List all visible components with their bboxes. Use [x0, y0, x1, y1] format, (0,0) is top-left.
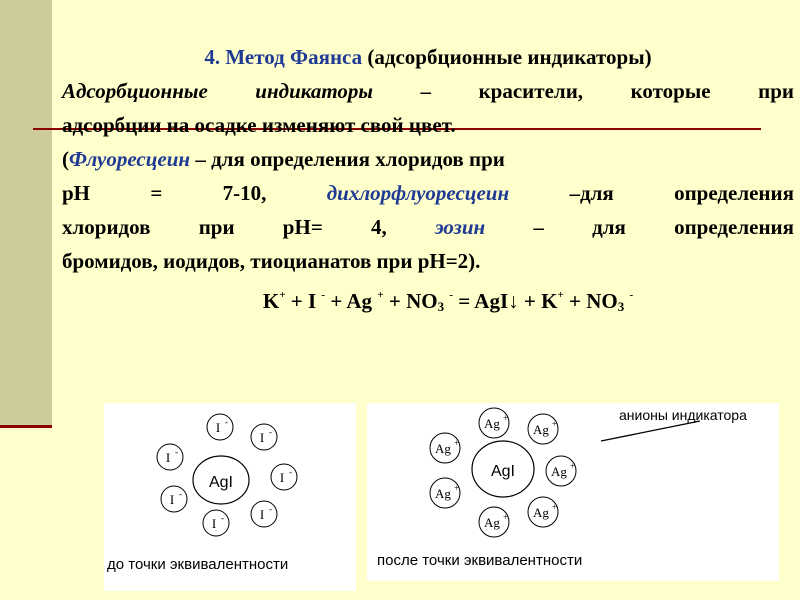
- iodide-ion: [207, 414, 233, 440]
- silver-ion: [479, 507, 509, 537]
- heading-number: 4.: [204, 45, 221, 69]
- iodide-ion: [157, 444, 183, 470]
- silver-ion-label: Ag: [435, 441, 451, 456]
- iodide-ion: [203, 510, 229, 536]
- formula-no3-sub: 3: [437, 299, 445, 314]
- panel-before-equivalence: [104, 403, 356, 591]
- silver-ion: [430, 478, 460, 508]
- silver-ion-charge: +: [552, 502, 558, 512]
- annotation-pointer-line: [601, 421, 700, 441]
- formula-k-charge: +: [279, 289, 286, 301]
- silver-ion-label: Ag: [484, 515, 500, 530]
- formula-no3b: NO: [586, 289, 618, 313]
- formula-plus: +: [330, 289, 343, 313]
- formula-agi: AgI: [474, 289, 509, 313]
- silver-ion-charge: +: [552, 419, 558, 429]
- sidebar-divider: [0, 425, 52, 428]
- sidebar-bar: [0, 0, 52, 425]
- silver-ion: [528, 414, 558, 444]
- formula-equals: =: [458, 289, 471, 313]
- iodide-ion-charge: -: [225, 417, 228, 427]
- formula-i-charge: -: [321, 289, 326, 301]
- iodide-ion-label: I: [211, 516, 217, 531]
- formula-k: K: [262, 289, 280, 313]
- agi-label: AgI: [208, 474, 234, 491]
- iodide-ion-charge: -: [221, 513, 224, 523]
- iodide-ion-charge: -: [175, 447, 178, 457]
- formula-ag-charge: +: [377, 289, 384, 301]
- silver-ion-charge: +: [503, 413, 509, 423]
- panel-after-equivalence: [367, 403, 779, 581]
- examples-line-4: бромидов, иодидов, тиоцианатов при pH=2).: [62, 249, 481, 273]
- silver-ion-label: Ag: [533, 422, 549, 437]
- formula-ag: Ag: [346, 289, 373, 313]
- examples-line-2: [62, 176, 794, 210]
- formula-k2: K: [541, 289, 558, 313]
- formula-i: I: [307, 289, 317, 313]
- iodide-ion: [161, 486, 187, 512]
- formula-plus: +: [388, 289, 401, 313]
- heading-rest: (адсорбционные индикаторы): [367, 45, 652, 69]
- iodide-ion-label: I: [259, 430, 265, 445]
- definition-line-2: адсорбции на осадке изменяют свой цвет.: [62, 113, 456, 137]
- iodide-ion: [271, 464, 297, 490]
- agi-particle: [193, 456, 249, 504]
- examples-line-2-a: pH = 7-10,: [62, 181, 267, 205]
- silver-ion: [546, 456, 576, 486]
- iodide-ion: [251, 424, 277, 450]
- agi-particle: [472, 441, 534, 497]
- formula-no3: NO: [406, 289, 438, 313]
- examples-line-3-a: хлоридов при pH= 4,: [62, 215, 387, 239]
- silver-ion: [528, 497, 558, 527]
- caption-after: после точки эквивалентности: [377, 552, 583, 569]
- definition-term: Адсорбционные индикаторы: [62, 79, 373, 103]
- precipitate-arrow-icon: ↓: [508, 289, 519, 313]
- examples-line-2-b: –для определения: [569, 181, 794, 205]
- formula-k2-charge: +: [557, 289, 564, 301]
- formula-no3b-charge: -: [629, 289, 634, 301]
- silver-ion-charge: +: [454, 483, 460, 493]
- iodide-ion-label: I: [279, 470, 285, 485]
- diagram-before: [104, 403, 356, 591]
- term-fluorescein: Флуоресцеин: [69, 147, 191, 171]
- term-eosin: эозин: [434, 215, 486, 239]
- iodide-ion-label: I: [215, 420, 221, 435]
- silver-ion-charge: +: [570, 461, 576, 471]
- definition-rest: – красители, которые при: [420, 79, 794, 103]
- iodide-ion-charge: -: [289, 467, 292, 477]
- silver-ion: [479, 408, 509, 438]
- open-paren: (: [62, 147, 69, 171]
- formula-plus: +: [568, 289, 581, 313]
- formula-no3b-sub: 3: [617, 299, 625, 314]
- silver-ion-charge: +: [454, 438, 460, 448]
- silver-ion: [430, 433, 460, 463]
- definition-line-1: [62, 74, 794, 108]
- slide-body: [62, 40, 794, 324]
- agi-label: AgI: [490, 463, 516, 480]
- silver-ion-label: Ag: [551, 464, 567, 479]
- heading-method: Метод Фаянса: [225, 45, 363, 69]
- iodide-ion: [251, 501, 277, 527]
- silver-ion-label: Ag: [484, 416, 500, 431]
- term-dichlorofluorescein: дихлорфлуоресцеин: [326, 181, 510, 205]
- silver-ion-charge: +: [503, 512, 509, 522]
- examples-line-1: [62, 142, 794, 176]
- iodide-ion-charge: -: [269, 504, 272, 514]
- slide-heading: [62, 40, 794, 74]
- examples-line-1-rest: – для определения хлоридов при: [195, 147, 505, 171]
- examples-line-3: [62, 210, 794, 244]
- reaction-equation: [62, 278, 794, 324]
- silver-ion-label: Ag: [435, 486, 451, 501]
- formula-plus: +: [523, 289, 536, 313]
- formula-plus: +: [290, 289, 303, 313]
- iodide-ion-label: I: [165, 450, 171, 465]
- iodide-ion-label: I: [259, 507, 265, 522]
- formula-no3-charge: -: [449, 289, 453, 301]
- examples-line-3-b: – для определения: [533, 215, 795, 239]
- caption-before: до точки эквивалентности: [107, 556, 289, 573]
- annotation-indicator-anions: анионы индикатора: [619, 407, 747, 423]
- diagram-after: [367, 403, 779, 581]
- iodide-ion-charge: -: [179, 489, 182, 499]
- iodide-ion-charge: -: [269, 427, 272, 437]
- silver-ion-label: Ag: [533, 505, 549, 520]
- iodide-ion-label: I: [169, 492, 175, 507]
